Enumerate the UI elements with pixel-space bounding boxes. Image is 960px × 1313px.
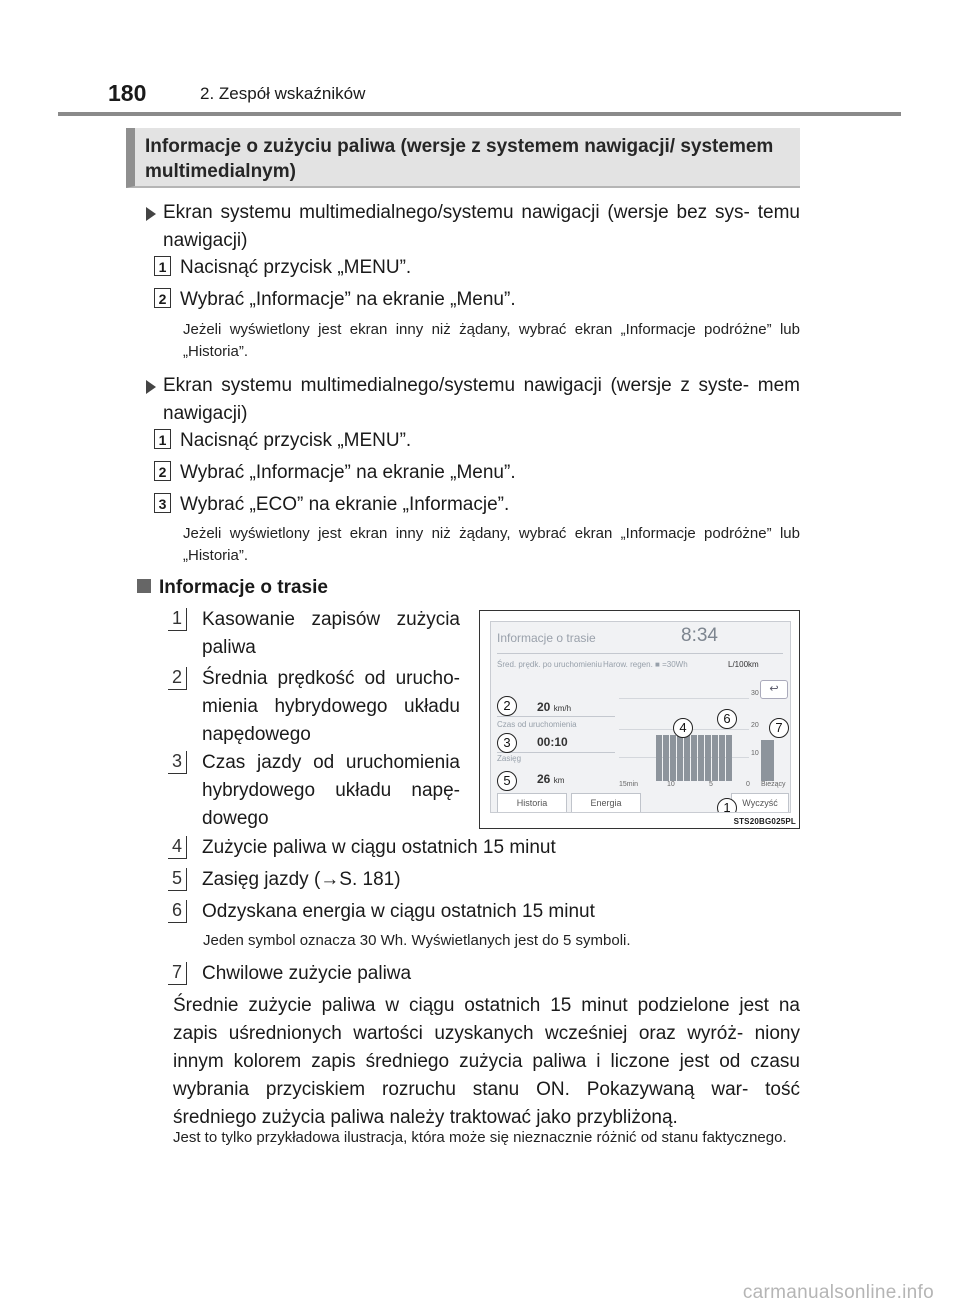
step-number-badge: 2 [154,461,171,481]
step-number-badge: 3 [154,493,171,513]
step-number-badge: 2 [154,288,171,308]
figure-code: STS20BG025PL [733,817,796,826]
avg-speed-label: Śred. prędk. po uruchomieniu [497,660,602,669]
time-value: 00:10 [537,735,568,749]
step-2: 2 Wybrać „Informacje” na ekranie „Menu”. [154,461,516,485]
subsection-heading: Informacje o trasie [137,577,328,599]
step-number-badge: 1 [154,429,171,449]
x-tick: 10 [667,781,675,788]
chapter-title: 2. Zespół wskaźników [200,84,366,103]
chart-bar [691,735,697,781]
illustration-note: Jest to tylko przykładowa ilustracja, która może się nieznacznie różnić od stanu faktycznego. [173,1129,787,1146]
step-2: 2 Wybrać „Informacje” na ekranie „Menu”. [154,288,516,312]
callout-3: 3 [497,733,517,753]
triangle-bullet-icon [146,380,156,394]
avg-speed-value: 20 km/h [537,700,572,714]
legend-item-4: 4 Zużycie paliwa w ciągu ostatnich 15 minut [168,834,556,862]
step-number-badge: 1 [154,256,171,276]
bullet-without-navigation: Ekran systemu multimedialnego/systemu nawigacji (wersje bez sys- temu nawigacji) [146,199,800,255]
divider [497,716,615,717]
y-tick-20: 20 [751,722,759,729]
note-text: Jeżeli wyświetlony jest ekran inny niż żądany, wybrać ekran „Informacje podróżne” lub „Historia”. [183,321,800,360]
energy-button[interactable]: Energia [571,793,641,813]
time-label: Czas od uruchomienia [497,720,577,729]
item-6-note: Jeden symbol oznacza 30 Wh. Wyświetlanych jest do 5 symboli. [203,932,631,949]
section-heading: Informacje o zużyciu paliwa (wersje z systemem nawigacji/ systemem multimedialnym) [145,136,774,182]
x-tick: 15min [619,781,639,788]
legend-item-2: 2 Średnia prędkość od urucho- mienia hybrydowego układu napędowego [168,665,460,749]
divider [497,752,615,753]
y-tick-10: 10 [751,750,759,757]
chart-bar [719,735,725,781]
y-tick-30: 30 [751,690,759,697]
step-3: 3 Wybrać „ECO” na ekranie „Informacje”. [154,493,509,517]
step-1: 1 Nacisnąć przycisk „MENU”. [154,256,411,280]
current-consumption-bar [761,740,774,781]
clear-button[interactable]: Wyczyść [731,793,789,813]
triangle-bullet-icon [146,207,156,221]
callout-6: 6 [717,709,737,729]
consumption-unit: L/100km [728,660,759,669]
range-label: Zasięg [497,754,522,763]
history-button[interactable]: Historia [497,793,567,813]
note-text: Jeżeli wyświetlony jest ekran inny niż żądany, wybrać ekran „Informacje podróżne” lub „Historia”. [183,525,800,564]
watermark: carmanualsonline.info [742,1282,934,1303]
chart-bar [684,735,690,781]
callout-4: 4 [673,718,693,738]
body-paragraph: Średnie zużycie paliwa w ciągu ostatnich 15 minut podzielone jest na zapis uśrednionych wartości uzyskanych wcześniej oraz wyróż- niony innym kolorem zapis średniego zużycia paliwa i liczone jest od czasu wybrania przyciskiem rozruchu stanu ON. Pokazywaną war- tość średniego zużycia paliwa należy traktować jako przybliżoną. [173,995,800,1128]
x-tick: 5 [709,781,713,788]
bullet-with-navigation: Ekran systemu multimedialnego/systemu nawigacji (wersje z syste- mem nawigacji) [146,372,800,428]
chart-bar [677,735,683,781]
chart-bar [705,735,711,781]
step-1: 1 Nacisnąć przycisk „MENU”. [154,429,411,453]
trip-info-figure [479,610,800,829]
legend-item-5: 5 Zasięg jazdy (→S. 181) [168,866,401,894]
header-rule [58,112,901,116]
screen-clock: 8:34 [681,625,718,646]
back-button[interactable]: ↩ [760,680,788,699]
x-tick: 0 [746,781,750,788]
grid-line [619,698,749,699]
legend-item-6: 6 Odzyskana energia w ciągu ostatnich 15 minut [168,898,595,926]
chart-bar [726,735,732,781]
legend-item-7: 7 Chwilowe zużycie paliwa [168,960,411,988]
callout-1: 1 [717,798,737,813]
trip-info-screen [490,621,791,813]
chart-bar [670,735,676,781]
chart-bar [656,735,662,781]
chart-bar [712,735,718,781]
chart-bar [663,735,669,781]
screen-title: Informacje o trasie [497,631,596,645]
chart-bar [698,735,704,781]
legend-item-1: 1 Kasowanie zapisów zużycia paliwa [168,606,460,662]
page-number: 180 [108,80,147,106]
range-value: 26 km [537,772,565,786]
x-tick: Bieżący [761,781,786,788]
title-divider [497,653,783,654]
regen-label: Harow. regen. ■ =30Wh [603,660,688,669]
callout-7: 7 [769,718,789,738]
square-bullet-icon [137,579,151,593]
section-heading-box [126,128,800,188]
callout-2: 2 [497,696,517,716]
legend-item-3: 3 Czas jazdy od uruchomienia hybrydowego układu napę- dowego [168,749,460,833]
callout-5: 5 [497,771,517,791]
